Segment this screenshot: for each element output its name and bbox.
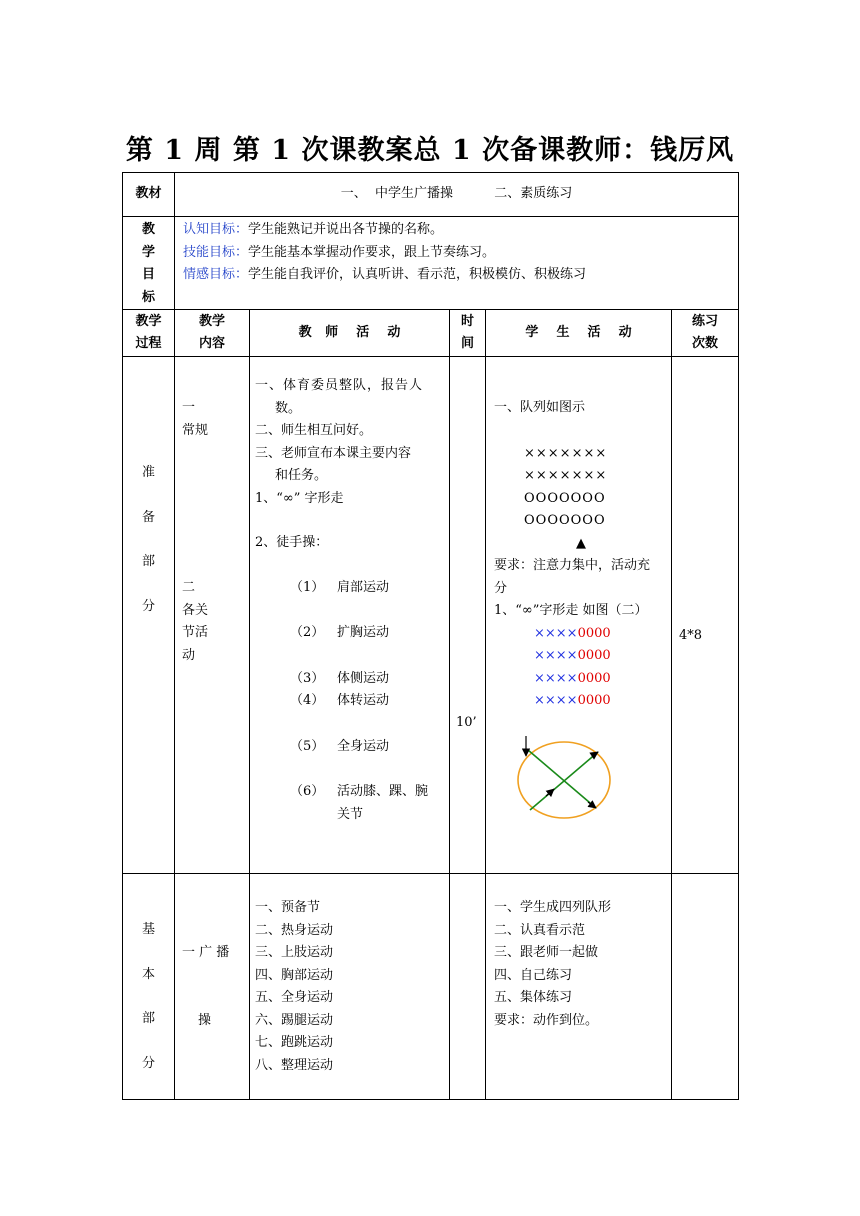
figure-row: ××××0000: [534, 625, 611, 641]
exercise-4: （4） 体转运动: [290, 693, 390, 708]
formation-row: ΟΟΟΟΟΟΟ: [524, 513, 606, 528]
header-count: 练习 次数: [672, 310, 739, 357]
arrow-head-b: [546, 789, 554, 796]
goals-label: 教 学 目 标: [123, 217, 175, 310]
lesson-plan-table: [122, 172, 739, 1100]
teacher-marker: ▲: [576, 535, 586, 551]
basic-content: 一 广 播 操: [175, 874, 250, 1100]
formation-row: ×××××××: [524, 445, 608, 461]
goal-cognitive: 认知目标：学生能熟记并说出各节操的名称。: [183, 222, 444, 237]
material-content: 一、 中学生广播操 二、素质练习: [175, 173, 739, 217]
prep-count: 4*8: [672, 357, 739, 874]
prep-time: 10’: [450, 357, 486, 874]
figure-row: ××××0000: [534, 648, 611, 663]
exercise-1: （1） 肩部运动: [290, 579, 390, 595]
figure-eight-diagram: [516, 732, 626, 832]
figure-row: ××××0000: [534, 693, 611, 708]
goals-content: [175, 217, 739, 310]
exercise-3: （3） 体侧运动: [290, 670, 390, 686]
goal-affective: 情感目标：学生能自我评价，认真听讲、看示范，积极模仿、积极练习: [183, 267, 587, 282]
prep-section-label: 准 备 部 分: [123, 357, 175, 874]
basic-section-label: 基 本 部 分: [123, 874, 175, 1100]
formation-row: ΟΟΟΟΟΟΟ: [524, 490, 606, 506]
path-line-a: [528, 750, 596, 808]
exercise-6: （6） 活动膝、踝、腕: [290, 784, 429, 799]
basic-student-activity: 一、学生成四列队形 二、认真看示范 三、跟老师一起做 四、自己练习 五、集体练习 要求：动作到位。: [486, 874, 672, 1100]
material-label: 教材: [123, 173, 175, 217]
header-student: 学 生 活 动: [486, 310, 672, 357]
basic-teacher-activity: 一、预备节 二、热身运动 三、上肢运动 四、胸部运动 五、全身运动 六、踢腿运动 七、跑跳运动 八、整理运动: [250, 874, 450, 1100]
exercise-2: （2） 扩胸运动: [290, 625, 390, 640]
formation-row: ×××××××: [524, 468, 608, 483]
goal-skill: 技能目标：学生能基本掌握动作要求，跟上节奏练习。: [183, 244, 496, 260]
page-title: 第 1 周 第 1 次课教案总 1 次备课教师：钱厉风: [125, 135, 735, 166]
header-time: 时 间: [450, 310, 486, 357]
prep-student-activity: 一、队列如图示 ××××××× ××××××× ΟΟΟΟΟΟΟ ΟΟΟΟΟΟΟ ▲ 要求：注意力集中，活动充 分 1、“∞”字形走 如图（二） ××××0000 ××××0000 ××××0000 ××××0000: [486, 357, 672, 874]
header-content: 教学 内容: [175, 310, 250, 357]
header-teacher: 教 师 活 动: [250, 310, 450, 357]
basic-count: [672, 874, 739, 1100]
basic-time: [450, 874, 486, 1100]
prep-teacher-activity: 一、体育委员整队，报告人 数。 二、师生相互问好。 三、老师宣布本课主要内容 和任务。 1、“∞” 字形走 2、徒手操： （1） 肩部运动 （2） 扩胸运动 （3） 体侧运动 （4） 体转运动 （5） 全身运动 （6） 活动膝、踝、腕 关节: [250, 357, 450, 874]
header-process: 教学 过程: [123, 310, 175, 357]
figure-row: ××××0000: [534, 670, 611, 686]
arrow-head-a: [588, 802, 596, 808]
prep-content: 一 常规 二 各关 节活 动: [175, 357, 250, 874]
exercise-5: （5） 全身运动: [290, 738, 390, 754]
